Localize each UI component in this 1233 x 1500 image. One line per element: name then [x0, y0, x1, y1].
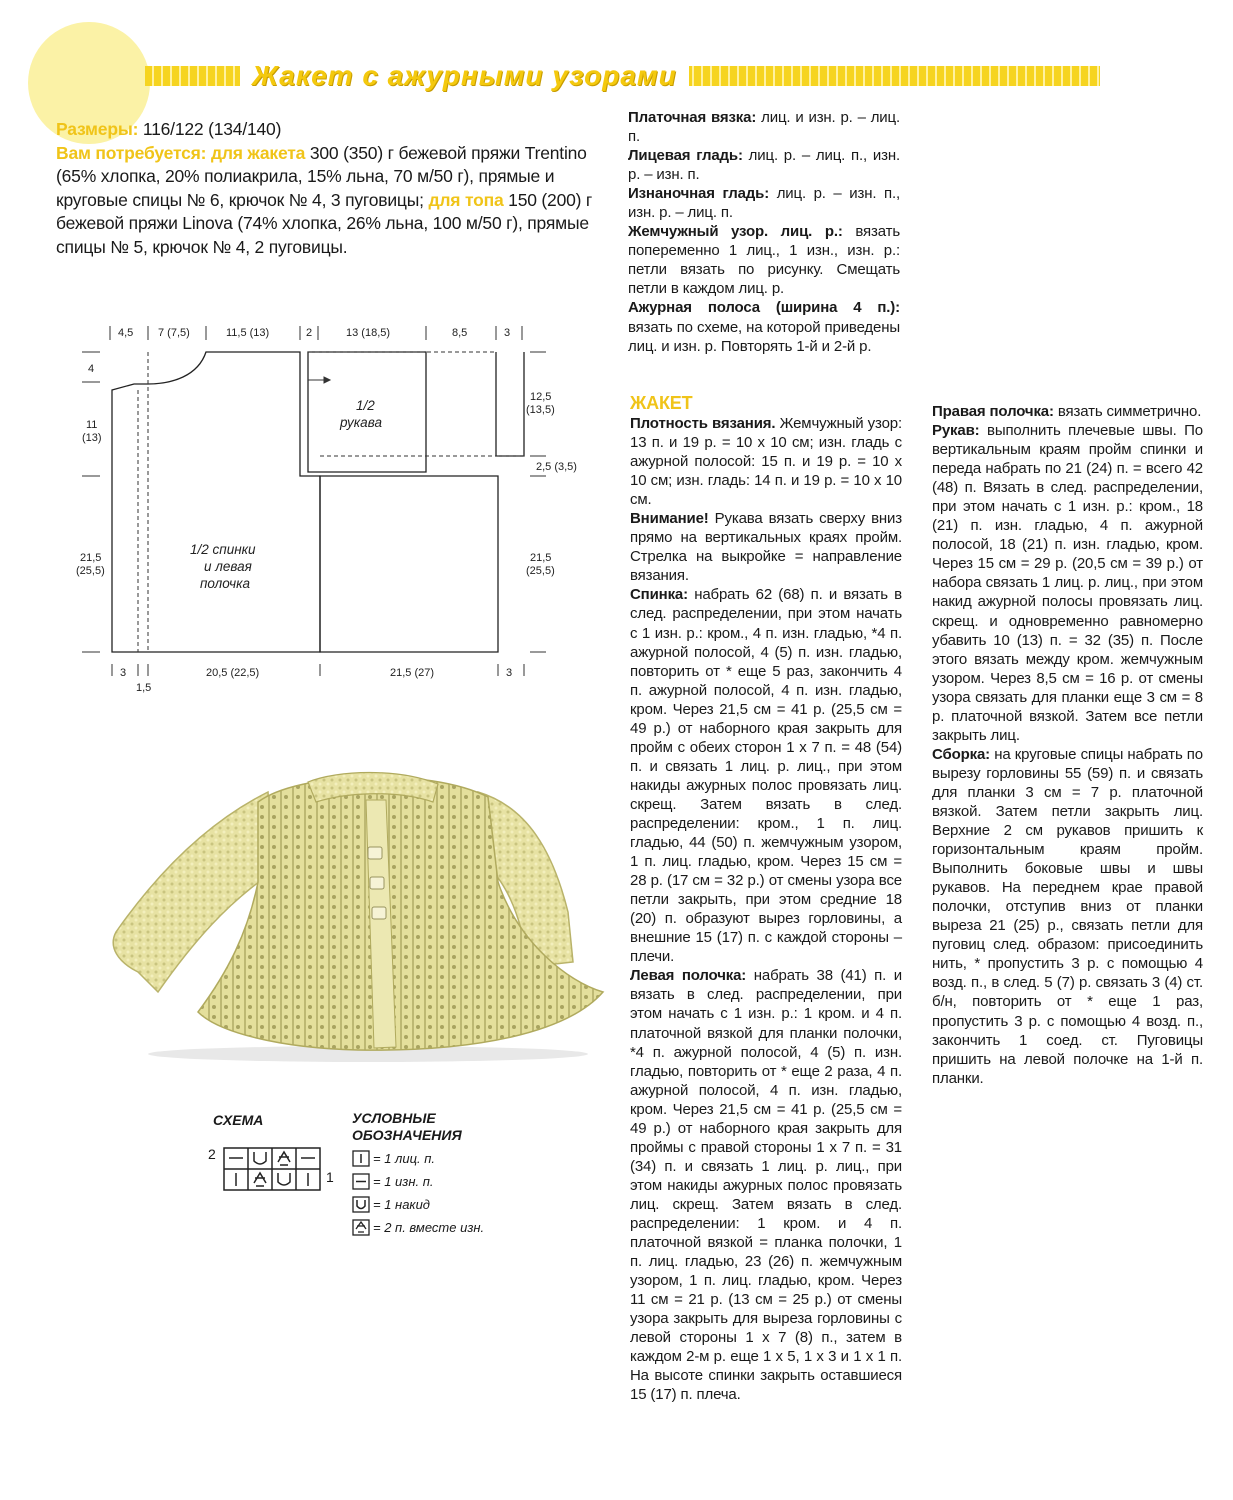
legend	[352, 1110, 532, 1236]
back-text: набрать 62 (68) п. и вязать в след. распределении, при этом начать с 1 изн. р.: кром., 4 п. изн. гладью, *4 п. ажурной полосой, 4 (5) п. изн. гладью, повторить от * еще 5 раз, закончить 4 п. ажурной полосой, 4 п. изн. гладью, кром. Через 21,5 см = 41 р. (25,5 см = 49 р.) от наборного края закрыть для пройм с обеих сторон 1 х 7 п. = 48 (54) п. и связать 1 лиц. р. лиц., при этом накиды ажурных полос провязать лиц. скрещ. Затем вязать в след. распределении: кром., 1 п. лиц. гладью, 44 (50) п. жемчужным узором, 1 п. лиц. гладью, кром. Через 15 см = 28 р. (17 см = 32 р.) от смены узора все петли закрыть, при этом средние 18 (20) п. образуют вырез горловины, а внешние 15 (17) п. с каждой стороны – плечи.	[630, 586, 902, 966]
dim-bottom-4: 21,5 (27)	[390, 667, 435, 679]
sleeve-label-1: 1/2	[356, 398, 375, 413]
jacket-instructions-column	[630, 393, 902, 1404]
body-label-2: и левая	[204, 559, 252, 574]
legend-label-purl: = 1 изн. п.	[373, 1174, 434, 1189]
legend-label-yarnover: = 1 накид	[373, 1197, 430, 1212]
sleeve-text: выполнить плечевые швы. По вертикальным краям пройм спинки и переда набрать по 21 (24) п. = всего 42 (48) п. Вязать в след. распределении, при этом начать с 1 изн. р.: кром., 18 (21) п. изн. гладью, 4 п. ажурной полосой, 18 (21) п. изн. гладью, кром. Через 15 см = 29 р. (20,5 см = 39 р.) от набора связать 1 лиц. р. лиц., при этом накид ажурной полосы провязать лиц. скрещ. и одновременно равномерно убавить 10 (13) п. = 32 (35) п. После этого вязать между кром. жемчужным узором. Через 8,5 см = 16 р. от смены узора связать для планки еще 3 см = 8 р. платочной вязкой. Затем все петли закрыть лиц.	[932, 422, 1203, 744]
dim-left-4: 21,5	[80, 552, 102, 564]
dim-right-1: 12,5	[530, 391, 552, 403]
dim-top-5: 13 (18,5)	[346, 327, 391, 339]
top-materials: 150 (200) г бежевой пряжи Linova (74% хлопка, 26% льна, 100 м/50 г), прямые спицы № 5, крючок № 4, 2 пуговицы.	[56, 189, 593, 257]
dim-top-1: 4,5	[118, 327, 134, 339]
page-title: Жакет с ажурными узорами	[240, 58, 689, 94]
knit-stitch-icon	[352, 1150, 370, 1167]
dim-bottom-1: 3	[120, 667, 127, 679]
attention-text: Рукава вязать сверху вниз прямо на вертикальных краях пройм. Стрелка на выкройке = направление вязания.	[630, 510, 902, 585]
scheme-row-2: 2	[208, 1146, 216, 1162]
dim-bottom-5: 3	[506, 667, 513, 679]
techniques-column	[628, 108, 900, 356]
jacket-photo	[98, 762, 613, 1067]
knitting-scheme	[205, 1112, 345, 1202]
assembly-label: Сборка:	[932, 745, 991, 763]
technique-stockinette-label: Лицевая гладь:	[628, 147, 743, 165]
legend-label-p2tog: = 2 п. вместе изн.	[373, 1220, 485, 1235]
back-label: Спинка:	[630, 586, 688, 604]
sleeve-label-2: рукава	[340, 415, 382, 430]
legend-item-knit	[352, 1150, 532, 1167]
jacket-label: для жакета	[210, 142, 306, 163]
jacket-materials: 300 (350) г бежевой пряжи Trentino (65% хлопка, 20% полиакрила, 15% льна, 70 м/50 г), прямые и круговые спицы № 6, крючок № 4, 3 пуговицы;	[56, 142, 587, 210]
dim-right-2: (13,5)	[526, 404, 555, 416]
technique-lace-text: вязать по схеме, на которой приведены лиц. и изн. р. Повторять 1-й и 2-й р.	[628, 318, 900, 355]
body-label-1: 1/2 спинки	[190, 542, 256, 557]
density-text: Жемчужный узор: 13 п. и 19 р. = 10 х 10 см; изн. гладь с ажурной полосой: 15 п. и 19 р. = 10 х 10 см; изн. гладь: 14 п. и 19 р. = 10 х 10 см.	[630, 415, 902, 509]
legend-item-yarnover	[352, 1196, 532, 1213]
materials-label: Вам потребуется:	[56, 142, 207, 163]
purl-two-together-icon	[352, 1219, 370, 1236]
jacket-photo-svg	[98, 762, 613, 1062]
button-3	[372, 907, 386, 919]
technique-seed-text: вязать попеременно 1 лиц., 1 изн., изн. р.: петли вязать по рисунку. Смещать петли в каждом лиц. р.	[628, 223, 900, 298]
dim-top-7: 3	[504, 327, 511, 339]
materials-block	[56, 118, 616, 259]
button-1	[368, 847, 382, 859]
sizes-label: Размеры:	[56, 119, 139, 139]
dim-bottom-2: 1,5	[136, 682, 152, 694]
yarn-over-icon	[352, 1196, 370, 1213]
purl-stitch-icon	[352, 1173, 370, 1190]
left-front-text: набрать 38 (41) п. и вязать в след. распределении, при этом начать с 1 изн. р.: 1 кром. и 4 п. платочной вязкой для планки полочки, *4 п. ажурной полосой, 4 (5) п. изн. гладью, повторить от * еще 2 раза, 4 п. ажурной полосой, 4 п. изн. гладью, кром. Через 21,5 см = 41 р. (25,5 см = 49 р.) от наборного края закрыть для проймы с правой стороны 1 х 7 п. = 31 (34) п. и связать 1 лиц. р. лиц., при этом накиды ажурных полос провязать лиц. скрещ. Затем вязать в след. распределении: 1 кром. и 4 п. платочной вязкой = планка полочки, 1 п. лиц. гладью, 23 (26) п. жемчужным узором, 1 п. лиц. гладью, кром. Через 11 см = 21 р. (13 см = 25 р.) от смены узора закрыть для выреза горловины с левой стороны 1 х 7 (8) п., затем в каждом 2-м р. еще 1 х 5, 1 х 3 и 1 х 1 п. На высоте спинки закрыть оставшиеся 15 (17) п. плеча.	[630, 967, 902, 1404]
dim-top-3: 11,5 (13)	[226, 327, 270, 339]
dim-left-1: 4	[88, 363, 95, 375]
right-front-label: Правая полочка:	[932, 403, 1054, 420]
assembly-text: на круговые спицы набрать по вырезу горловины 55 (59) п. и связать для планки 3 см = 7 р. платочной вязкой. Затем петли закрыть лиц. Верхние 2 см рукавов пришить к горизонтальным краям пройм. Выполнить боковые швы и швы рукавов. На переднем крае правой полочки, отступив вниз от планки выреза 21 (25) р., связать петли для пуговиц след. образом: присоединить нить, * пропустить 3 р. с помощью 4 возд. п., в след. 5 (7) р. связать 3 (4) ст. б/н, повторить от * еще 1 раз, пропустить 3 р. с помощью 4 возд. п., закончить 1 соед. ст. Пуговицы пришить на левой полочке на 1-й п. планки.	[932, 745, 1203, 1087]
technique-garter-text: лиц. и изн. р. – лиц. п.	[628, 109, 900, 146]
dim-left-5: (25,5)	[76, 565, 105, 577]
technique-lace-label: Ажурная полоса (ширина 4 п.):	[628, 299, 900, 317]
technique-reverse-text: лиц. р. – изн. п., изн. р. – лиц. п.	[628, 185, 900, 222]
dim-bottom-3: 20,5 (22,5)	[206, 667, 260, 679]
sizes-value: 116/122 (134/140)	[142, 119, 282, 139]
dim-right-5: (25,5)	[526, 565, 555, 577]
dim-left-2: 11	[86, 419, 98, 431]
jacket-heading: ЖАКЕТ	[630, 393, 693, 413]
right-front-text: вязать симметрично.	[1057, 403, 1202, 420]
technique-garter-label: Платочная вязка:	[628, 109, 757, 126]
technique-stockinette-text: лиц. р. – лиц. п., изн. р. – изн. п.	[628, 147, 900, 184]
density-label: Плотность вязания.	[630, 415, 776, 432]
left-front-label: Левая полочка:	[630, 967, 747, 985]
pattern-diagram	[72, 318, 577, 698]
dim-top-2: 7 (7,5)	[158, 327, 190, 339]
technique-reverse-label: Изнаночная гладь:	[628, 185, 770, 203]
legend-title-2: ОБОЗНАЧЕНИЯ	[352, 1127, 462, 1143]
right-column	[932, 402, 1203, 1088]
sleeve-label: Рукав:	[932, 422, 980, 440]
dim-left-3: (13)	[82, 432, 102, 444]
attention-label: Внимание!	[630, 510, 709, 528]
dim-right-4: 21,5	[530, 552, 552, 564]
legend-item-purl	[352, 1173, 532, 1190]
legend-label-knit: = 1 лиц. п.	[373, 1151, 436, 1166]
dim-right-3: 2,5 (3,5)	[536, 461, 577, 473]
dim-top-4: 2	[306, 327, 313, 339]
dim-top-6: 8,5	[452, 327, 468, 339]
pattern-svg	[72, 318, 577, 698]
legend-title-1: УСЛОВНЫЕ	[352, 1110, 436, 1126]
scheme-title: СХЕМА	[213, 1112, 264, 1128]
button-2	[370, 877, 384, 889]
body-label-3: полочка	[200, 576, 251, 591]
technique-seed-label: Жемчужный узор. лиц. р.:	[628, 223, 843, 241]
legend-item-p2tog	[352, 1219, 532, 1236]
scheme-row-1: 1	[326, 1169, 334, 1185]
scheme-grid	[223, 1146, 321, 1192]
top-label: для топа	[428, 189, 504, 210]
